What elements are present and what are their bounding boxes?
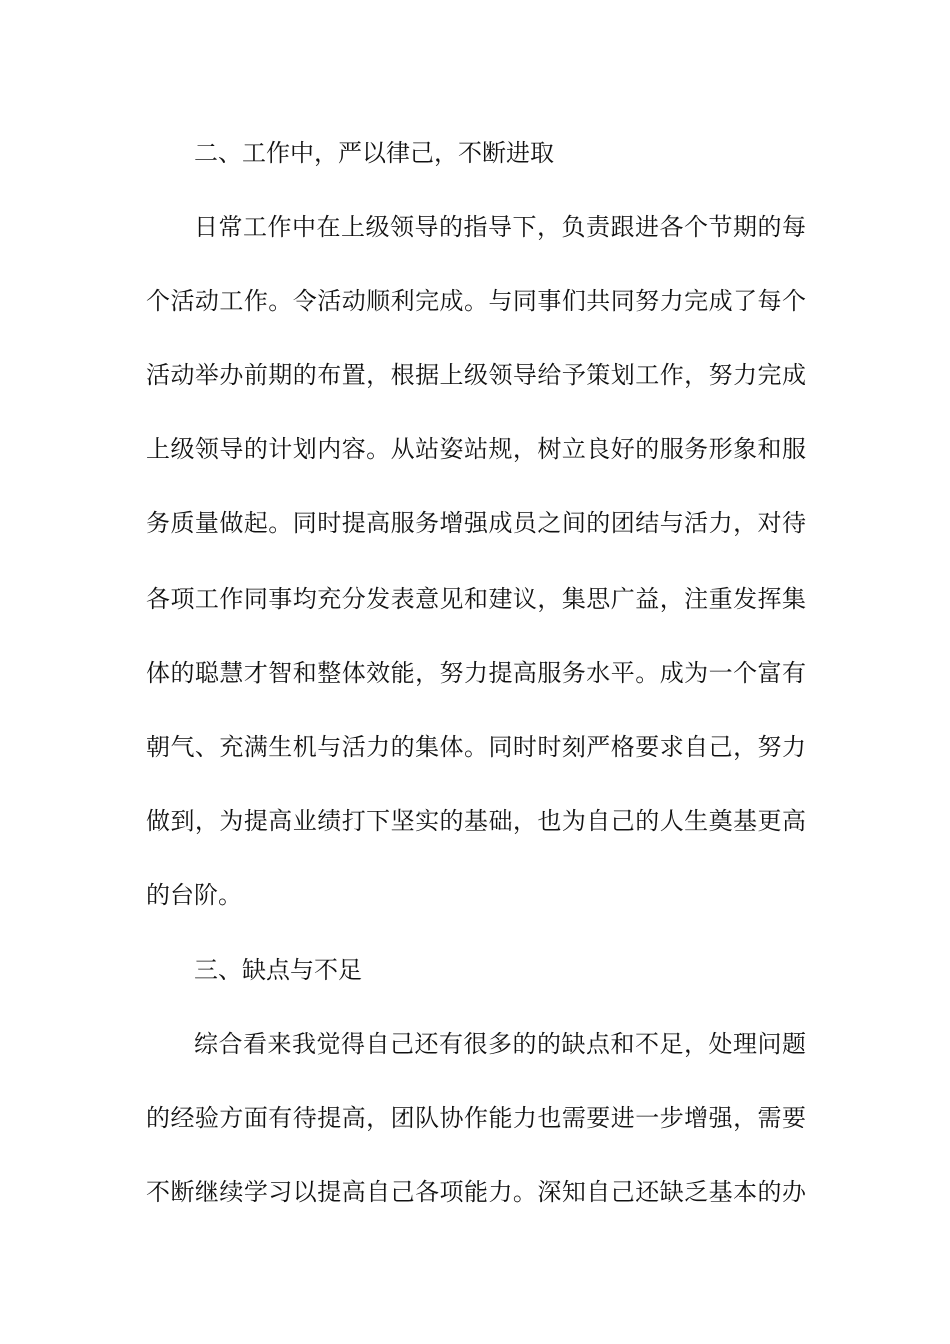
paragraph-line: 活动举办前期的布置，根据上级领导给予策划工作，努力完成 [146,361,806,389]
paragraph-line: 日常工作中在上级领导的指导下，负责跟进各个节期的每 [194,213,806,241]
paragraph-line: 的台阶。 [146,881,242,909]
section-heading-2: 二、工作中，严以律己，不断进取 [194,139,554,167]
paragraph-line: 综合看来我觉得自己还有很多的的缺点和不足，处理问题 [194,1030,806,1058]
paragraph-line: 朝气、充满生机与活力的集体。同时时刻严格要求自己，努力 [146,733,806,761]
paragraph-line: 不断继续学习以提高自己各项能力。深知自己还缺乏基本的办 [146,1178,806,1206]
paragraph-line: 个活动工作。令活动顺利完成。与同事们共同努力完成了每个 [146,287,806,315]
paragraph-line: 各项工作同事均充分发表意见和建议，集思广益，注重发挥集 [146,585,806,613]
paragraph-line: 的经验方面有待提高，团队协作能力也需要进一步增强，需要 [146,1104,806,1132]
section-heading-3: 三、缺点与不足 [194,956,362,984]
paragraph-line: 体的聪慧才智和整体效能，努力提高服务水平。成为一个富有 [146,659,806,687]
paragraph-line: 上级领导的计划内容。从站姿站规，树立良好的服务形象和服 [146,435,806,463]
paragraph-line: 做到，为提高业绩打下坚实的基础，也为自己的人生奠基更高 [146,807,806,835]
paragraph-line: 务质量做起。同时提高服务增强成员之间的团结与活力，对待 [146,509,806,537]
